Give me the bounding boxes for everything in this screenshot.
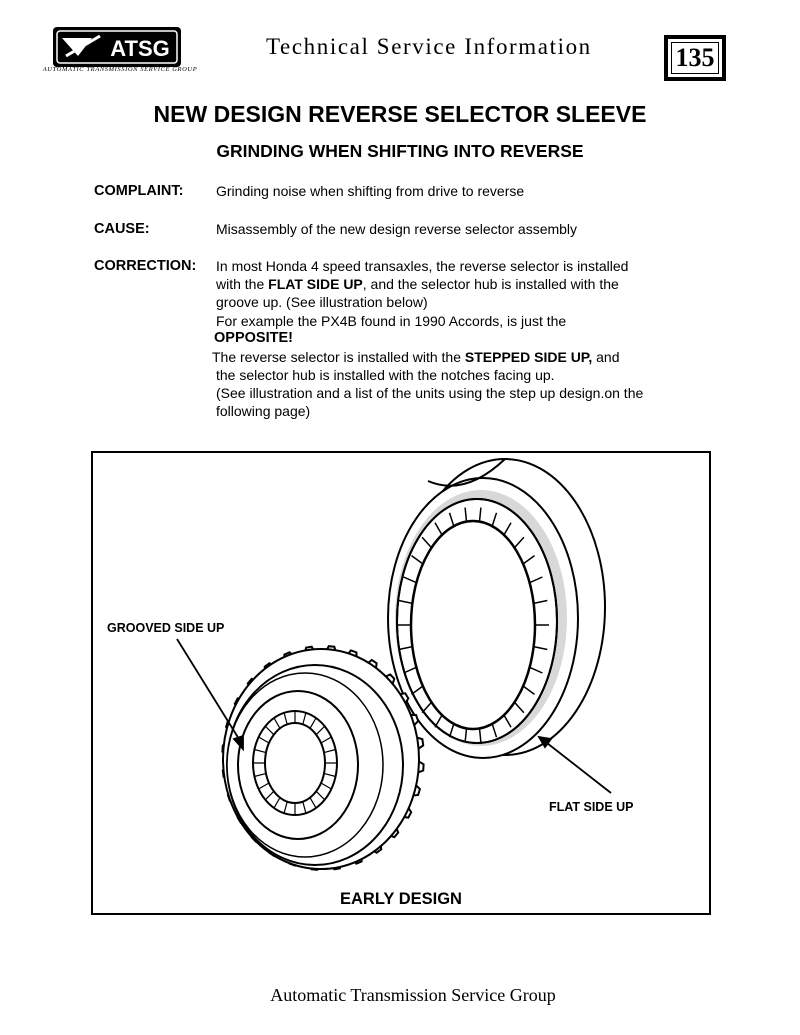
bulletin-title: NEW DESIGN REVERSE SELECTOR SLEEVE (153, 101, 647, 127)
svg-text:AUTOMATIC TRANSMISSION SERVICE: AUTOMATIC TRANSMISSION SERVICE GROUP (42, 66, 198, 73)
correction-line-2: with the FLAT SIDE UP, and the selector hub is installed with the (216, 276, 619, 292)
flat-side-up-label: FLAT SIDE UP (549, 800, 634, 814)
flat-side-up-emphasis: FLAT SIDE UP (268, 276, 363, 292)
logo-ring-text (40, 60, 200, 78)
selector-illustration (93, 453, 709, 913)
correction-label: CORRECTION: (94, 258, 197, 274)
correction-line-3: groove up. (See illustration below) (216, 294, 428, 310)
stepped-side-up-emphasis: STEPPED SIDE UP, (464, 349, 593, 365)
opposite-emphasis: OPPOSITE! (214, 330, 293, 346)
complaint-label: COMPLAINT: (94, 183, 184, 199)
selector-hub (222, 646, 423, 870)
page-number: 135 (675, 43, 715, 72)
correction-line-6: The reverse selector is installed with the STEPPED SIDE UP, and (212, 349, 620, 365)
correction-line-1: In most Honda 4 speed transaxles, the reverse selector is installed (216, 258, 629, 274)
reverse-selector-sleeve (388, 459, 605, 758)
correction-line-7: the selector hub is installed with the notches facing up. (216, 367, 555, 383)
correction-line-9: following page) (216, 403, 311, 419)
cause-label: CAUSE: (94, 221, 150, 237)
figure-caption: EARLY DESIGN (340, 890, 462, 908)
complaint-text: Grinding noise when shifting from drive to reverse (216, 183, 525, 199)
correction-line-4: For example the PX4B found in 1990 Accords, is just the (216, 313, 567, 329)
correction-line-8: (See illustration and a list of the units using the step up design.on the (216, 385, 644, 401)
illustration-frame (91, 451, 711, 915)
bulletin-subtitle: GRINDING WHEN SHIFTING INTO REVERSE (216, 141, 584, 161)
page-number-box (664, 35, 726, 81)
grooved-side-up-label: GROOVED SIDE UP (107, 621, 225, 635)
logo-text: ATSG (110, 36, 170, 61)
cause-text: Misassembly of the new design reverse selector assembly (216, 221, 578, 237)
header-title: Technical Service Information (266, 34, 592, 59)
footer-text: Automatic Transmission Service Group (270, 985, 556, 1005)
